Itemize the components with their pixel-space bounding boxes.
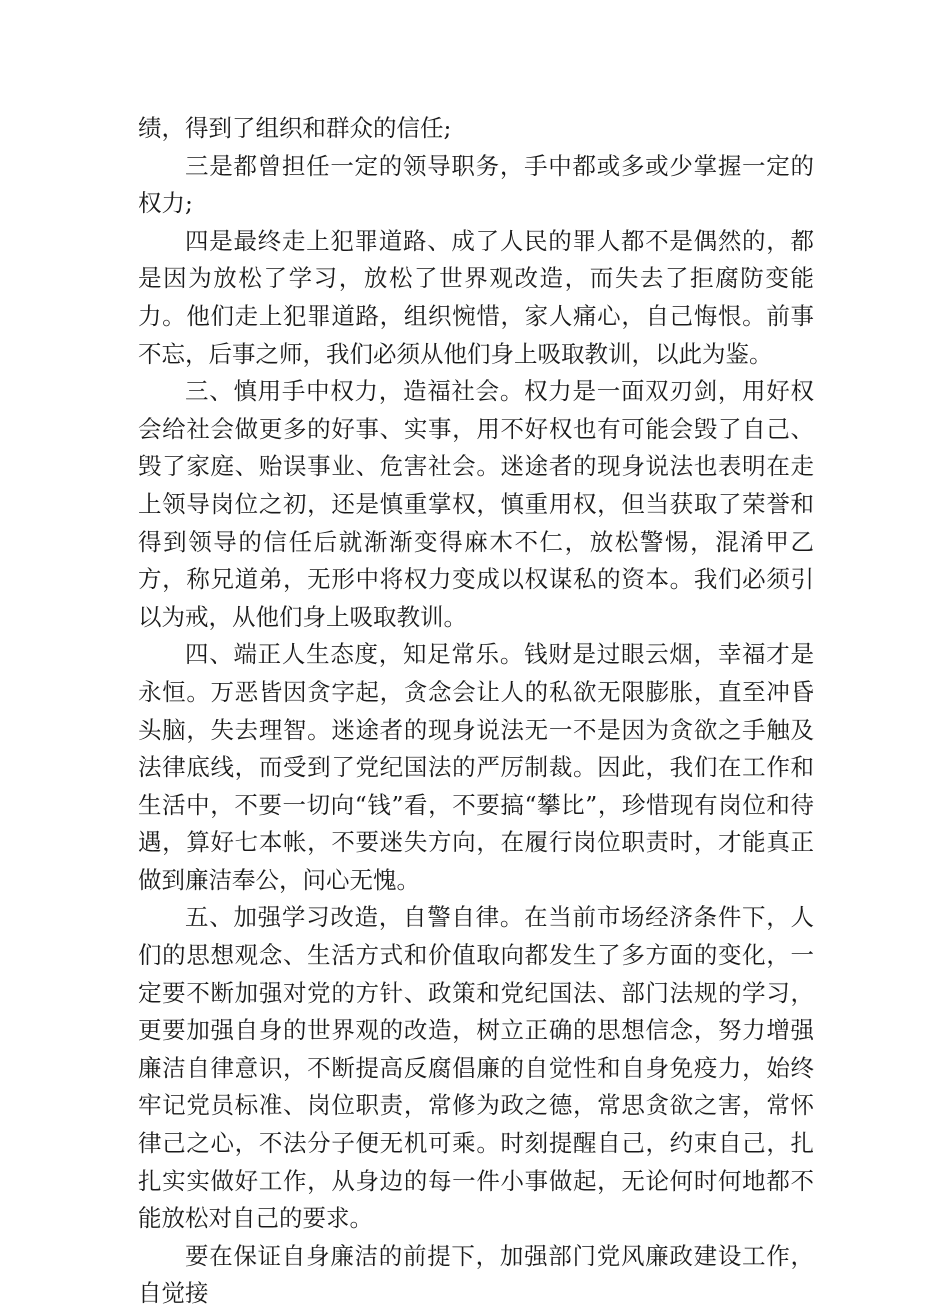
- paragraph-point-four: 四是最终走上犯罪道路、成了人民的罪人都不是偶然的，都是因为放松了学习，放松了世界观改造，而失去了拒腐防变能力。他们走上犯罪道路，组织惋惜，家人痛心，自己悔恨。前事不忘，后事之师，我们必须从他们身上吸取教训，以此为鉴。: [138, 226, 814, 368]
- paragraph-point-three: 三是都曾担任一定的领导职务，手中都或多或少掌握一定的权力;: [138, 151, 814, 218]
- paragraph-section-four: 四、端正人生态度，知足常乐。钱财是过眼云烟，幸福才是永恒。万恶皆因贪字起，贪念会让人的私欲无限膨胀，直至冲昏头脑，失去理智。迷途者的现身说法无一不是因为贪欲之手触及法律底线，而受到了党纪国法的严厉制裁。因此，我们在工作和生活中，不要一切向“钱”看，不要搞“攀比”，珍惜现有岗位和待遇，算好七本帐，不要迷失方向，在履行岗位职责时，才能真正做到廉洁奉公，问心无愧。: [138, 640, 814, 894]
- paragraph-closing: 要在保证自身廉洁的前提下，加强部门党风廉政建设工作，自觉接: [138, 1241, 814, 1308]
- paragraph-continuation: 绩，得到了组织和群众的信任;: [138, 114, 452, 142]
- paragraph-section-five: 五、加强学习改造，自警自律。在当前市场经济条件下，人们的思想观念、生活方式和价值取向都发生了多方面的变化，一定要不断加强对党的方针、政策和党纪国法、部门法规的学习，更要加强自身的世界观的改造，树立正确的思想信念，努力增强廉洁自律意识，不断提高反腐倡廉的自觉性和自身免疫力，始终牢记党员标准、岗位职责，常修为政之德，常思贪欲之害，常怀律己之心，不法分子便无机可乘。时刻提醒自己，约束自己，扎扎实实做好工作，从身边的每一件小事做起，无论何时何地都不能放松对自己的要求。: [138, 903, 814, 1233]
- document-body: [138, 110, 814, 1313]
- paragraph-section-three: 三、慎用手中权力，造福社会。权力是一面双刃剑，用好权会给社会做更多的好事、实事，用不好权也有可能会毁了自己、毁了家庭、贻误事业、危害社会。迷途者的现身说法也表明在走上领导岗位之初，还是慎重掌权，慎重用权，但当获取了荣誉和得到领导的信任后就渐渐变得麻木不仁，放松警惕，混淆甲乙方，称兄道弟，无形中将权力变成以权谋私的资本。我们必须引以为戒，从他们身上吸取教训。: [138, 377, 814, 631]
